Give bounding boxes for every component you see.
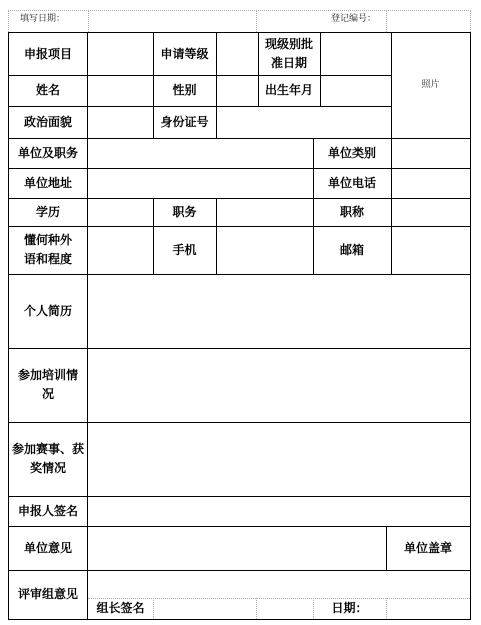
grid-line — [8, 570, 471, 571]
language-field[interactable] — [88, 226, 153, 274]
label-unit-seal: 单位盖章 — [403, 540, 452, 555]
grid-line — [8, 619, 471, 620]
dotted-guide — [8, 10, 9, 32]
unit-address-field[interactable] — [88, 168, 313, 198]
label-position: 职务 — [172, 204, 197, 219]
dotted-guide — [386, 598, 387, 619]
label-title: 职称 — [339, 204, 364, 219]
grid-line — [8, 274, 471, 275]
grid-line — [313, 138, 314, 274]
label-politics: 政治面貌 — [23, 114, 72, 129]
grid-line — [8, 496, 471, 497]
dotted-guide — [386, 10, 387, 32]
leader-signature-field[interactable] — [153, 598, 313, 619]
approve-date-field[interactable] — [320, 33, 391, 75]
awards-field[interactable] — [88, 422, 470, 496]
unit-opinion-field[interactable] — [88, 526, 386, 570]
gender-field[interactable] — [216, 75, 258, 106]
grid-line — [470, 32, 471, 620]
label-review-opinion: 评审组意见 — [17, 587, 78, 601]
grade-field[interactable] — [216, 33, 258, 75]
position-field[interactable] — [216, 198, 313, 226]
registration-number-label: 登记编号： — [330, 13, 376, 24]
fill-date-field[interactable] — [88, 10, 256, 30]
dotted-guide — [313, 598, 314, 619]
grid-line — [386, 526, 387, 570]
label-unit-type: 单位类别 — [327, 145, 376, 160]
label-grade: 申请等级 — [160, 46, 209, 61]
date-field[interactable] — [386, 598, 470, 619]
unit-post-field[interactable] — [88, 138, 313, 168]
fill-date-label: 填写日期： — [20, 13, 66, 24]
photo-placeholder[interactable]: 照片 — [421, 80, 440, 90]
unit-type-field[interactable] — [391, 138, 470, 168]
education-field[interactable] — [88, 198, 153, 226]
politics-field[interactable] — [88, 106, 153, 138]
dotted-guide — [8, 10, 471, 11]
grid-line — [153, 198, 154, 274]
birth-field[interactable] — [320, 75, 391, 106]
label-leader-signature: 组长签名 — [96, 601, 145, 615]
grid-line — [8, 526, 471, 527]
label-gender: 性别 — [172, 83, 197, 97]
grid-line — [8, 75, 391, 76]
label-education: 学历 — [35, 204, 60, 219]
label-unit-opinion: 单位意见 — [23, 540, 72, 555]
review-opinion-field[interactable] — [88, 570, 470, 598]
label-project: 申报项目 — [23, 46, 72, 61]
grid-line — [216, 198, 217, 274]
grid-line — [8, 226, 471, 227]
label-unit-phone: 单位电话 — [327, 175, 376, 190]
label-unit-post: 单位及职务 — [17, 145, 78, 160]
label-approve-date: 现级别批准日期 — [264, 37, 313, 70]
training-field[interactable] — [88, 348, 470, 422]
grid-line — [8, 32, 471, 33]
applicant-signature-field[interactable] — [88, 496, 470, 526]
label-email: 邮箱 — [339, 242, 364, 257]
label-date: 日期： — [331, 601, 368, 615]
grid-line — [8, 168, 471, 169]
grid-line — [8, 106, 391, 107]
id-number-field[interactable] — [216, 106, 391, 138]
grid-line — [258, 32, 259, 106]
label-training: 参加培训情况 — [17, 368, 78, 401]
grid-line — [8, 138, 471, 139]
grid-line — [216, 32, 217, 138]
mobile-field[interactable] — [216, 226, 313, 274]
name-field[interactable] — [88, 75, 153, 106]
dotted-guide — [256, 598, 257, 619]
project-field[interactable] — [88, 33, 153, 75]
dotted-guide — [88, 10, 89, 32]
grid-line — [320, 32, 321, 106]
label-language: 懂何种外语和程度 — [23, 233, 72, 266]
label-resume: 个人简历 — [23, 303, 72, 318]
label-unit-address: 单位地址 — [23, 175, 72, 190]
grid-line — [153, 32, 154, 138]
email-field[interactable] — [391, 226, 470, 274]
grid-line — [8, 348, 471, 349]
registration-number-field[interactable] — [386, 10, 470, 30]
label-id-number: 身份证号 — [160, 114, 209, 129]
grid-line — [8, 422, 471, 423]
label-awards: 参加赛事、获奖情况 — [12, 442, 85, 475]
title-field[interactable] — [391, 198, 470, 226]
grid-line — [8, 198, 471, 199]
grid-line — [87, 32, 88, 620]
dotted-guide — [256, 10, 257, 32]
label-mobile: 手机 — [172, 242, 197, 257]
unit-phone-field[interactable] — [391, 168, 470, 198]
dotted-guide — [470, 10, 471, 32]
dotted-guide — [88, 598, 470, 599]
dotted-guide — [153, 598, 154, 619]
grid-line — [8, 32, 9, 620]
resume-field[interactable] — [88, 274, 470, 348]
label-name: 姓名 — [35, 83, 60, 97]
label-applicant-signature: 申报人签名 — [17, 503, 78, 518]
grid-line — [391, 32, 392, 274]
label-birth: 出生年月 — [264, 83, 313, 97]
